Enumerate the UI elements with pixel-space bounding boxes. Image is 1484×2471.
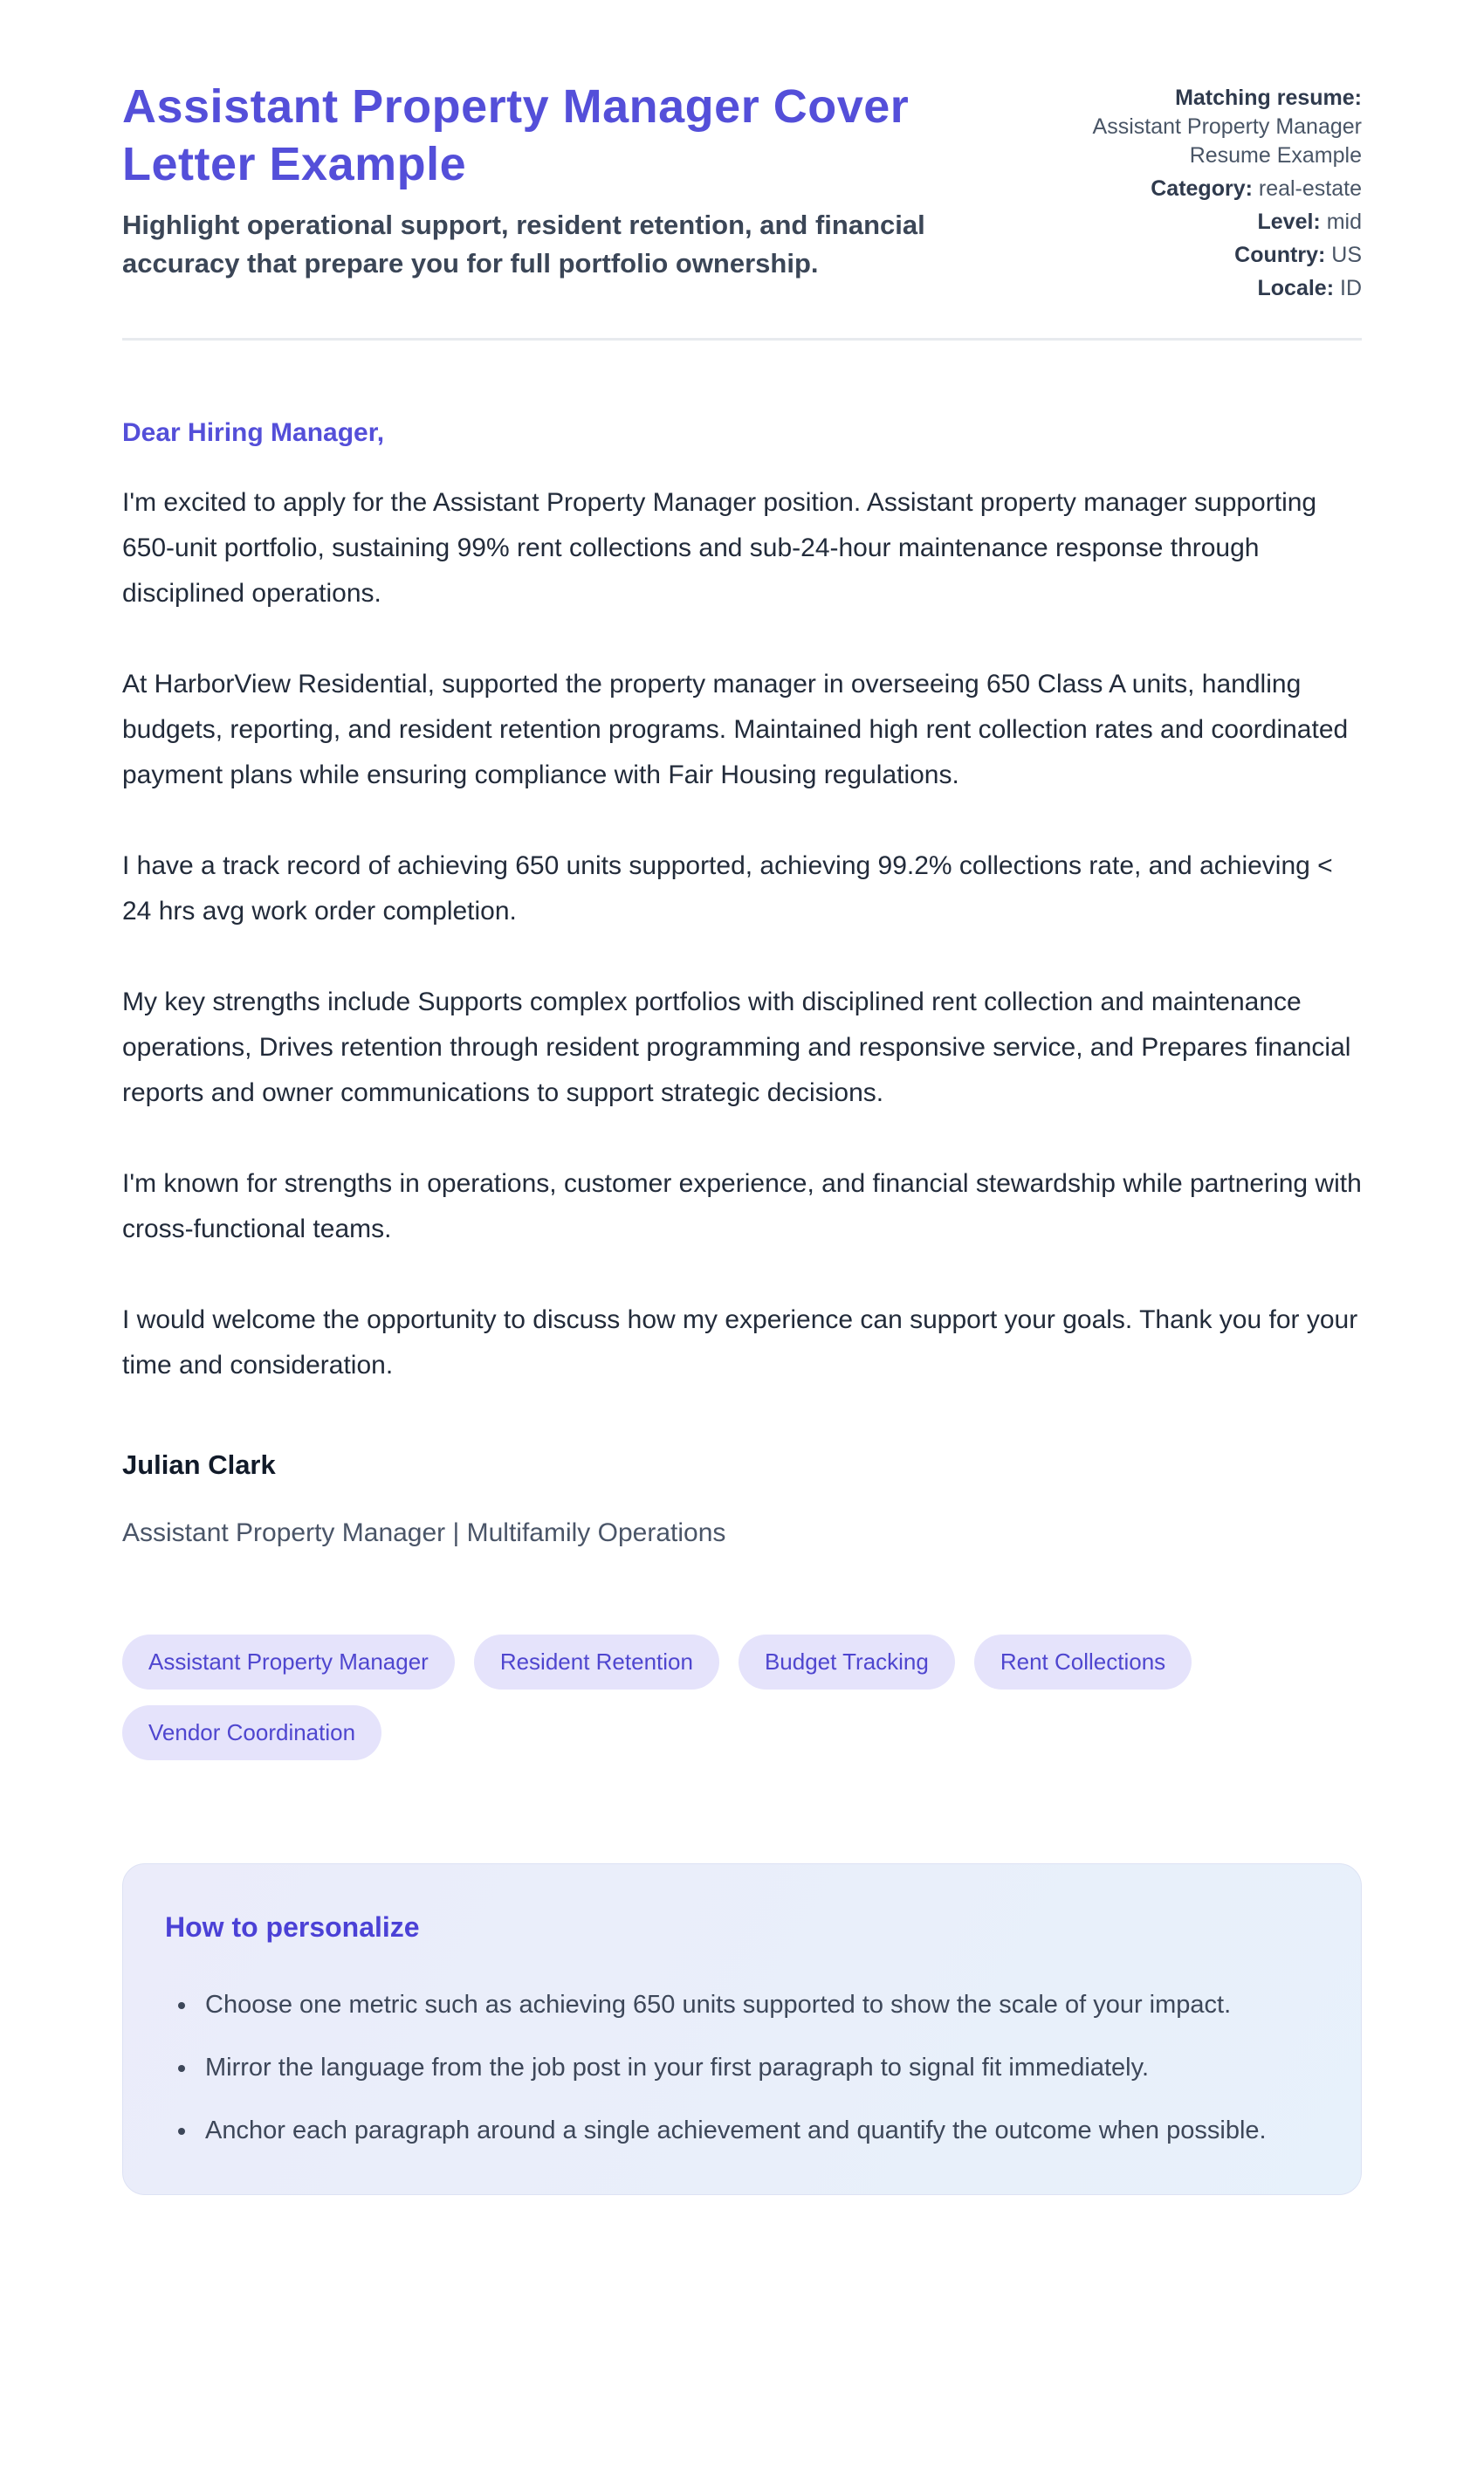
- page-header: [122, 79, 1362, 341]
- signature-name: Julian Clark: [122, 1449, 276, 1480]
- meta-matching-resume-label: Matching resume:: [1175, 86, 1362, 110]
- salutation: Dear Hiring Manager,: [122, 418, 385, 447]
- meta-locale-label: Locale:: [1257, 276, 1335, 300]
- page-subtitle: Highlight operational support, resident retention, and financial accuracy that prepare you for full portfolio ownership.: [122, 209, 925, 279]
- meta-country-value: US: [1331, 243, 1362, 267]
- meta-country: [1048, 241, 1362, 270]
- tag-pill-budget-tracking[interactable]: Budget Tracking: [739, 1635, 955, 1690]
- meta-level: [1048, 208, 1362, 237]
- meta-category: [1048, 175, 1362, 203]
- tip-item: • Anchor each paragraph around a single achievement and quantify the outcome when possible.: [198, 2109, 1319, 2152]
- tip-item: • Mirror the language from the job post in your first paragraph to signal fit immediately.: [198, 2046, 1319, 2089]
- signature-title: Assistant Property Manager | Multifamily Operations: [122, 1518, 726, 1547]
- letter-paragraph: I would welcome the opportunity to discuss how my experience can support your goals. Thank you for your time and consideration.: [122, 1305, 1358, 1380]
- meta-country-label: Country:: [1234, 243, 1326, 267]
- tips-list: [165, 1983, 1319, 2152]
- meta-category-label: Category:: [1151, 176, 1253, 201]
- letter-paragraph: My key strengths include Supports complex portfolios with disciplined rent collection and maintenance operations, Drives retention through resident programming and responsive service, and Prepares financial reports and owner communications to support strategic decisions.: [122, 988, 1351, 1107]
- letter-paragraph: At HarborView Residential, supported the property manager in overseeing 650 Class A units, handling budgets, reporting, and resident retention programs. Maintained high rent collection rates and coordinated payment plans while ensuring compliance with Fair Housing regulations.: [122, 670, 1349, 789]
- tag-pill-rent-collections[interactable]: Rent Collections: [974, 1635, 1192, 1690]
- letter-body: [122, 341, 1362, 2195]
- letter-paragraph: I'm excited to apply for the Assistant Property Manager position. Assistant property manager supporting 650-unit portfolio, sustaining 99% rent collections and sub-24-hour maintenance response through disciplined operations.: [122, 488, 1317, 608]
- page-title: Assistant Property Manager Cover Letter Example: [122, 80, 910, 190]
- meta-matching-resume-value: Assistant Property Manager Resume Example: [1092, 114, 1362, 168]
- tag-pill-vendor-coordination[interactable]: Vendor Coordination: [122, 1705, 381, 1760]
- tip-item: • Choose one metric such as achieving 650 units supported to show the scale of your impact.: [198, 1983, 1319, 2027]
- header-title-block: [122, 79, 978, 283]
- meta-locale-value: ID: [1340, 276, 1362, 300]
- letter-paragraph: I have a track record of achieving 650 units supported, achieving 99.2% collections rate, and achieving < 24 hrs avg work order completion.: [122, 851, 1333, 926]
- meta-level-label: Level:: [1257, 210, 1321, 234]
- tag-pill-resident-retention[interactable]: Resident Retention: [474, 1635, 719, 1690]
- letter-paragraph: I'm known for strengths in operations, customer experience, and financial stewardship while partnering with cross-functional teams.: [122, 1169, 1362, 1243]
- meta-matching-resume: [1048, 84, 1362, 170]
- tips-card: [122, 1863, 1362, 2195]
- meta-locale: [1048, 274, 1362, 303]
- tags-list: [122, 1635, 1213, 1760]
- signature-block: [122, 1442, 1362, 1556]
- resume-meta: [1048, 79, 1362, 303]
- meta-category-value: real-estate: [1258, 176, 1362, 201]
- tips-title: How to personalize: [165, 1911, 420, 1944]
- meta-level-value: mid: [1326, 210, 1362, 234]
- tag-pill-assistant-property-manager[interactable]: Assistant Property Manager: [122, 1635, 455, 1690]
